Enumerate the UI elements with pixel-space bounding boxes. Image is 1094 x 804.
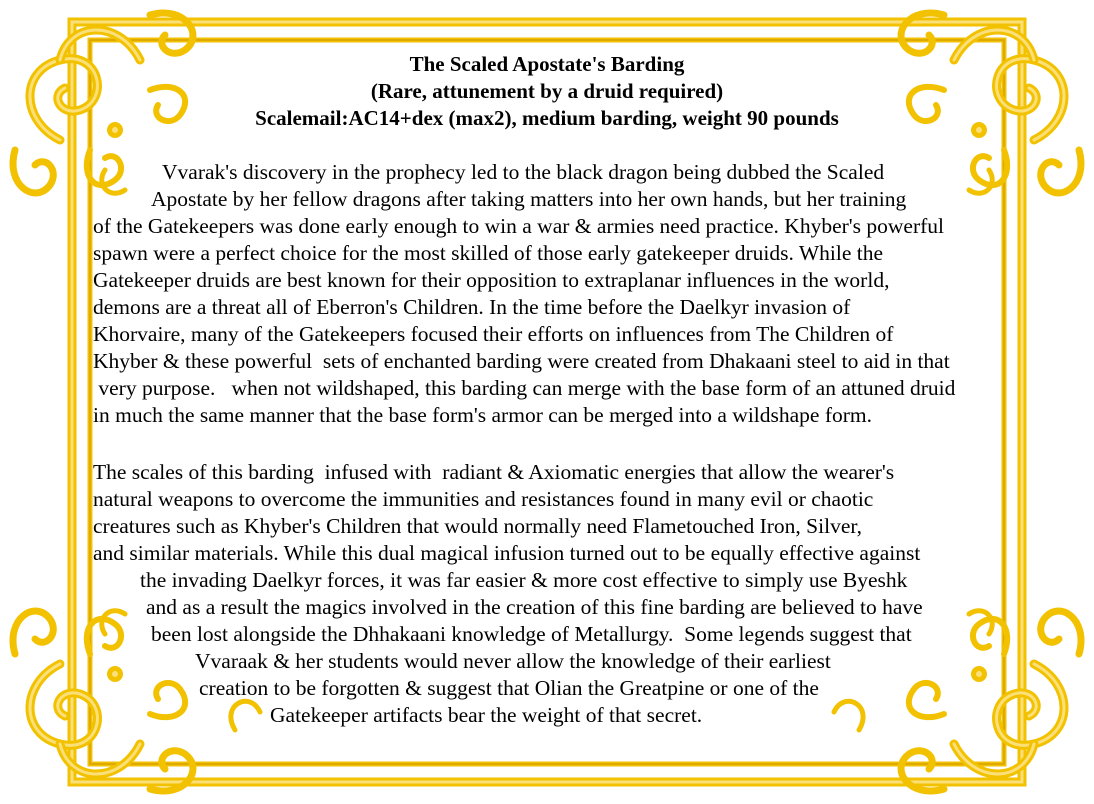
- text-line: Gatekeeper druids are best known for their opposition to extraplanar influences in the world,: [93, 268, 890, 292]
- text-line: Apostate by her fellow dragons after taking matters into her own hands, but her training: [151, 187, 907, 211]
- text-line: very purpose. when not wildshaped, this barding can merge with the base form of an attuned druid: [93, 376, 956, 400]
- text-line: Vvaraak & her students would never allow the knowledge of their earliest: [195, 649, 831, 673]
- text-line: been lost alongside the Dhhakaani knowledge of Metallurgy. Some legends suggest that: [151, 622, 912, 646]
- text-line: creation to be forgotten & suggest that Olian the Greatpine or one of the: [199, 676, 819, 700]
- text-line: Gatekeeper artifacts bear the weight of that secret.: [270, 703, 703, 727]
- text-line: Khorvaire, many of the Gatekeepers focused their efforts on influences from The Children of: [93, 322, 894, 346]
- text-line: the invading Daelkyr forces, it was far easier & more cost effective to simply use Byeshk: [140, 568, 908, 592]
- text-line: The scales of this barding infused with radiant & Axiomatic energies that allow the wearer's: [93, 460, 895, 484]
- item-subtitle: (Rare, attunement by a druid required): [370, 79, 724, 103]
- text-line: Vvarak's discovery in the prophecy led to the black dragon being dubbed the Scaled: [162, 160, 885, 184]
- text-line: in much the same manner that the base form's armor can be merged into a wildshape form.: [93, 403, 873, 427]
- text-line: creatures such as Khyber's Children that would normally need Flametouched Iron, Silver,: [93, 514, 863, 538]
- text-line: natural weapons to overcome the immunities and resistances found in many evil or chaotic: [93, 487, 874, 511]
- text-line: and as a result the magics involved in the creation of this fine barding are believed to have: [146, 595, 923, 619]
- text-line: of the Gatekeepers was done early enough to win a war & armies need practice. Khyber's powerful: [93, 214, 945, 238]
- text-line: spawn were a perfect choice for the most skilled of those early gatekeeper druids. While the: [93, 241, 884, 265]
- text-line: Khyber & these powerful sets of enchanted barding were created from Dhakaani steel to aid in that: [93, 349, 950, 373]
- item-title: The Scaled Apostate's Barding: [409, 52, 685, 76]
- item-stats: Scalemail:AC14+dex (max2), medium barding, weight 90 pounds: [255, 106, 839, 130]
- text-line: demons are a threat all of Eberron's Children. In the time before the Daelkyr invasion of: [93, 295, 851, 319]
- text-line: and similar materials. While this dual magical infusion turned out to be equally effective against: [93, 541, 921, 565]
